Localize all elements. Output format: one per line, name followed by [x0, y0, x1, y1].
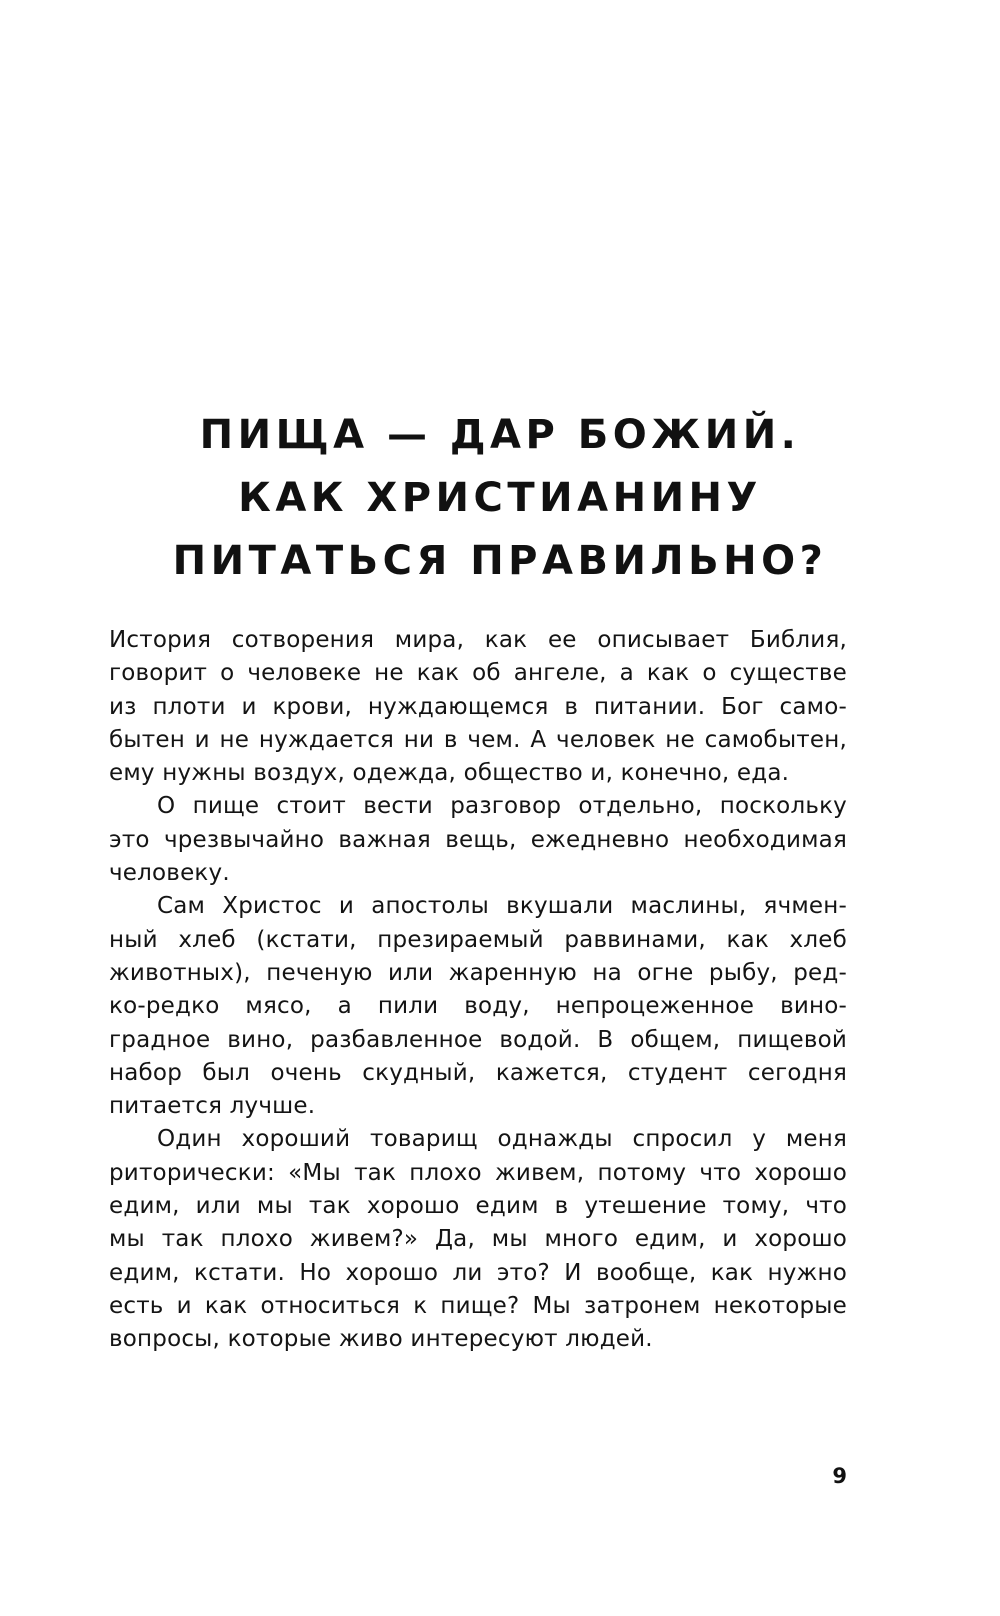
text-line: О пище стоит вести разговор отдельно, поскольку	[157, 793, 847, 820]
text-line: человеку.	[109, 860, 230, 887]
text-line: едим, или мы так хорошо едим в утешение тому, что	[109, 1193, 847, 1220]
text-line: из плоти и крови, нуждающемся в питании. Бог само-	[109, 693, 847, 720]
text-line: говорит о человеке не как об ангеле, а как о существе	[109, 660, 847, 687]
text-line: ный хлеб (кстати, презираемый раввинами, как хлеб	[109, 926, 847, 953]
text-line: градное вино, разбавленное водой. В общем, пищевой	[109, 1026, 847, 1053]
page-number: 9	[832, 1464, 847, 1488]
chapter-title-line: ПИЩА — ДАР БОЖИЙ.	[199, 412, 801, 458]
chapter-body	[109, 624, 847, 1357]
paragraph	[109, 890, 847, 1123]
text-line: питается лучше.	[109, 1093, 316, 1120]
text-line: есть и как относиться к пище? Мы затронем некоторые	[109, 1292, 847, 1319]
chapter-title	[0, 404, 1000, 593]
text-line: едим, кстати. Но хорошо ли это? И вообще, как нужно	[109, 1259, 847, 1286]
text-line: набор был очень скудный, кажется, студент сегодня	[109, 1059, 847, 1086]
text-line: Сам Христос и апостолы вкушали маслины, ячмен-	[157, 893, 847, 920]
paragraph	[109, 624, 847, 790]
paragraph	[109, 790, 847, 890]
chapter-title-line: ПИТАТЬСЯ ПРАВИЛЬНО?	[172, 538, 828, 584]
chapter-title-line: КАК ХРИСТИАНИНУ	[238, 475, 762, 521]
text-line: История сотворения мира, как ее описывает Библия,	[109, 627, 847, 653]
text-line: риторически: «Мы так плохо живем, потому что хорошо	[109, 1159, 847, 1186]
text-line: животных), печеную или жаренную на огне рыбу, ред-	[109, 959, 847, 986]
text-line: Один хороший товарищ однажды спросил у меня	[157, 1126, 847, 1153]
text-line: вопросы, которые живо интересуют людей.	[109, 1326, 653, 1353]
paragraph	[109, 1123, 847, 1356]
text-line: бытен и не нуждается ни в чем. А человек не самобытен,	[109, 726, 847, 753]
text-line: это чрезвычайно важная вещь, ежедневно необходимая	[109, 826, 847, 853]
text-line: ему нужны воздух, одежда, общество и, конечно, еда.	[109, 760, 790, 787]
text-line: мы так плохо живем?» Да, мы много едим, и хорошо	[109, 1226, 847, 1253]
text-line: ко-редко мясо, а пили воду, непроцеженное вино-	[109, 993, 847, 1020]
